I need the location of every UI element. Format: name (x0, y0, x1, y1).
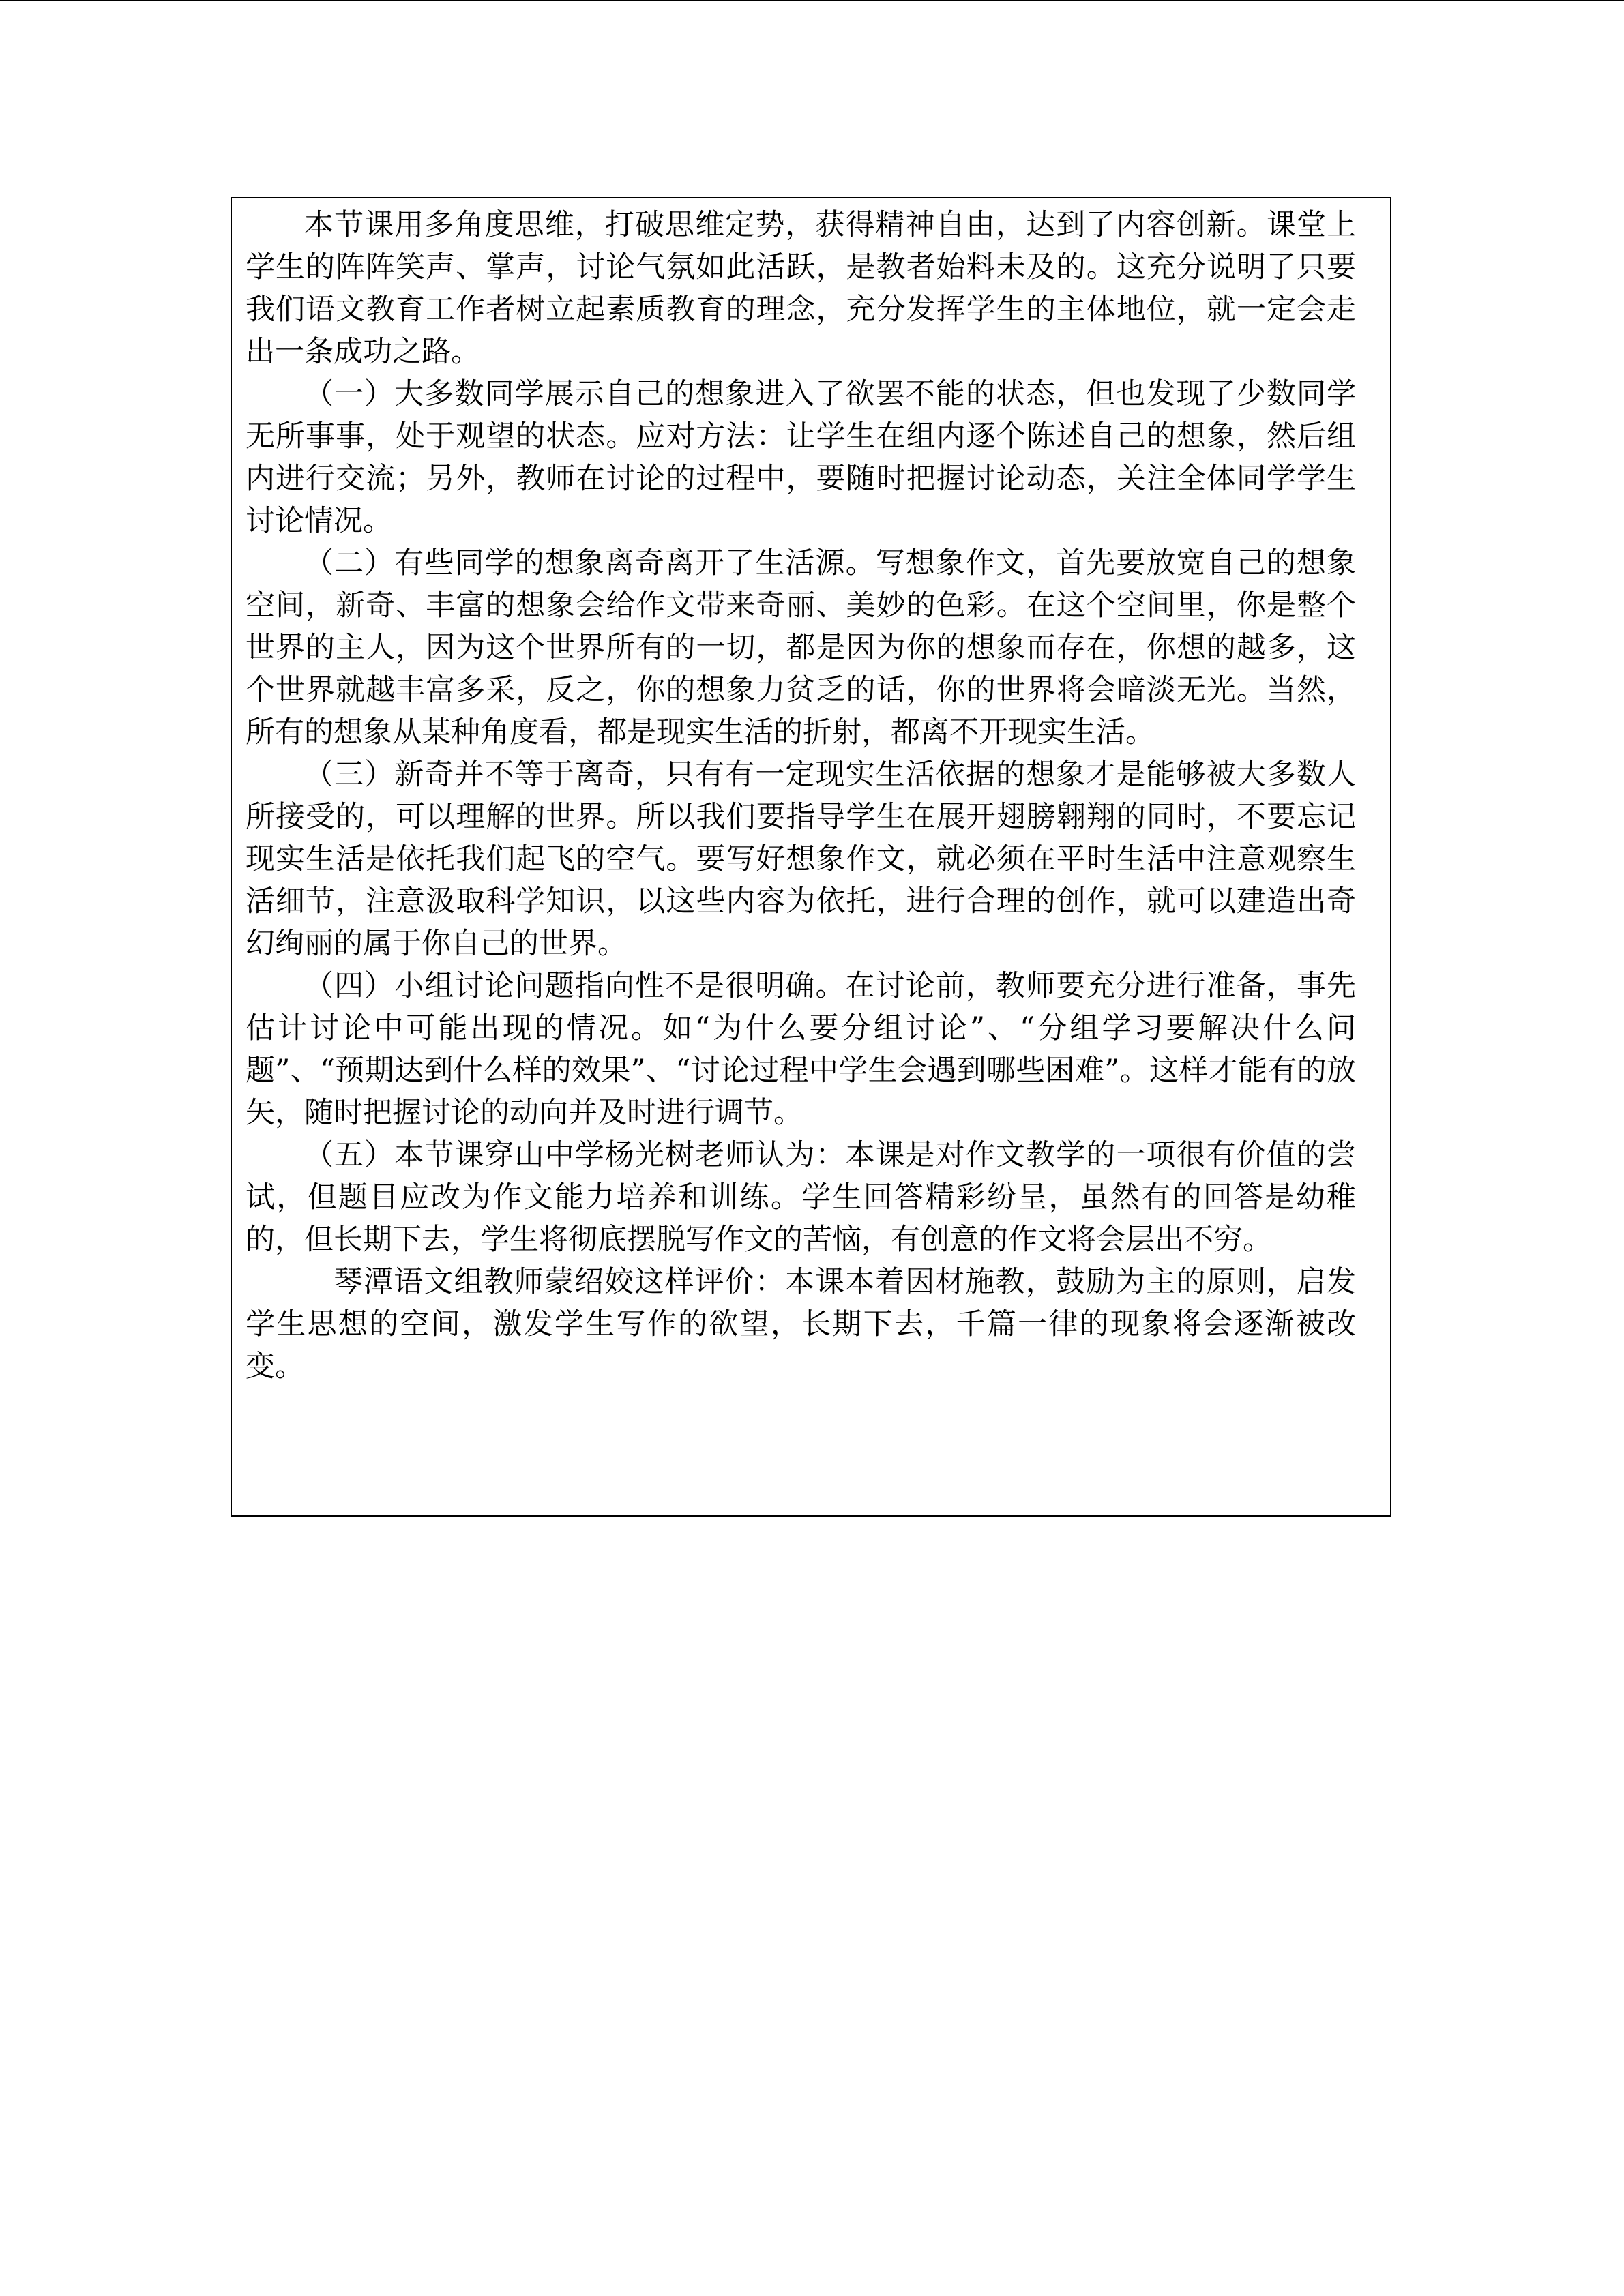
content-box (231, 197, 1391, 1517)
paragraph-evaluation: 琴潭语文组教师蒙绍姣这样评价：本课本着因材施教，鼓励为主的原则，启发学生思想的空间，激发学生写作的欲望，长期下去，千篇一律的现象将会逐渐被改变。 (246, 1265, 1356, 1384)
paragraph-point-1: （一）大多数同学展示自己的想象进入了欲罢不能的状态，但也发现了少数同学无所事事，处于观望的状态。应对方法：让学生在组内逐个陈述自己的想象，然后组内进行交流；另外，教师在讨论的过程中，要随时把握讨论动态，关注全体同学学生讨论情况。 (246, 377, 1356, 538)
paragraph-point-2: （二）有些同学的想象离奇离开了生活源。写想象作文，首先要放宽自己的想象空间，新奇、丰富的想象会给作文带来奇丽、美妙的色彩。在这个空间里，你是整个世界的主人，因为这个世界所有的一切，都是因为你的想象而存在，你想的越多，这个世界就越丰富多采，反之，你的想象力贫乏的话，你的世界将会暗淡无光。当然，所有的想象从某种角度看，都是现实生活的折射，都离不开现实生活。 (246, 546, 1356, 749)
paragraph-point-4: （四）小组讨论问题指向性不是很明确。在讨论前，教师要充分进行准备，事先估计讨论中可能出现的情况。如“为什么要分组讨论”、“分组学习要解决什么问题”、“预期达到什么样的效果”、“讨论过程中学生会遇到哪些困难”。这样才能有的放矢，随时把握讨论的动向并及时进行调节。 (246, 969, 1356, 1130)
paragraph-intro: 本节课用多角度思维，打破思维定势，获得精神自由，达到了内容创新。课堂上学生的阵阵笑声、掌声，讨论气氛如此活跃，是教者始料未及的。这充分说明了只要我们语文教育工作者树立起素质教育的理念，充分发挥学生的主体地位，就一定会走出一条成功之路。 (246, 208, 1356, 369)
paragraph-point-5: （五）本节课穿山中学杨光树老师认为：本课是对作文教学的一项很有价值的尝试，但题目应改为作文能力培养和训练。学生回答精彩纷呈，虽然有的回答是幼稚的，但长期下去，学生将彻底摆脱写作文的苦恼，有创意的作文将会层出不穷。 (246, 1138, 1356, 1257)
page-top-border (0, 0, 1624, 1)
paragraph-point-3: （三）新奇并不等于离奇，只有有一定现实生活依据的想象才是能够被大多数人所接受的，可以理解的世界。所以我们要指导学生在展开翅膀翱翔的同时，不要忘记现实生活是依托我们起飞的空气。要写好想象作文，就必须在平时生活中注意观察生活细节，注意汲取科学知识，以这些内容为依托，进行合理的创作，就可以建造出奇幻绚丽的属于你自己的世界。 (246, 758, 1356, 961)
